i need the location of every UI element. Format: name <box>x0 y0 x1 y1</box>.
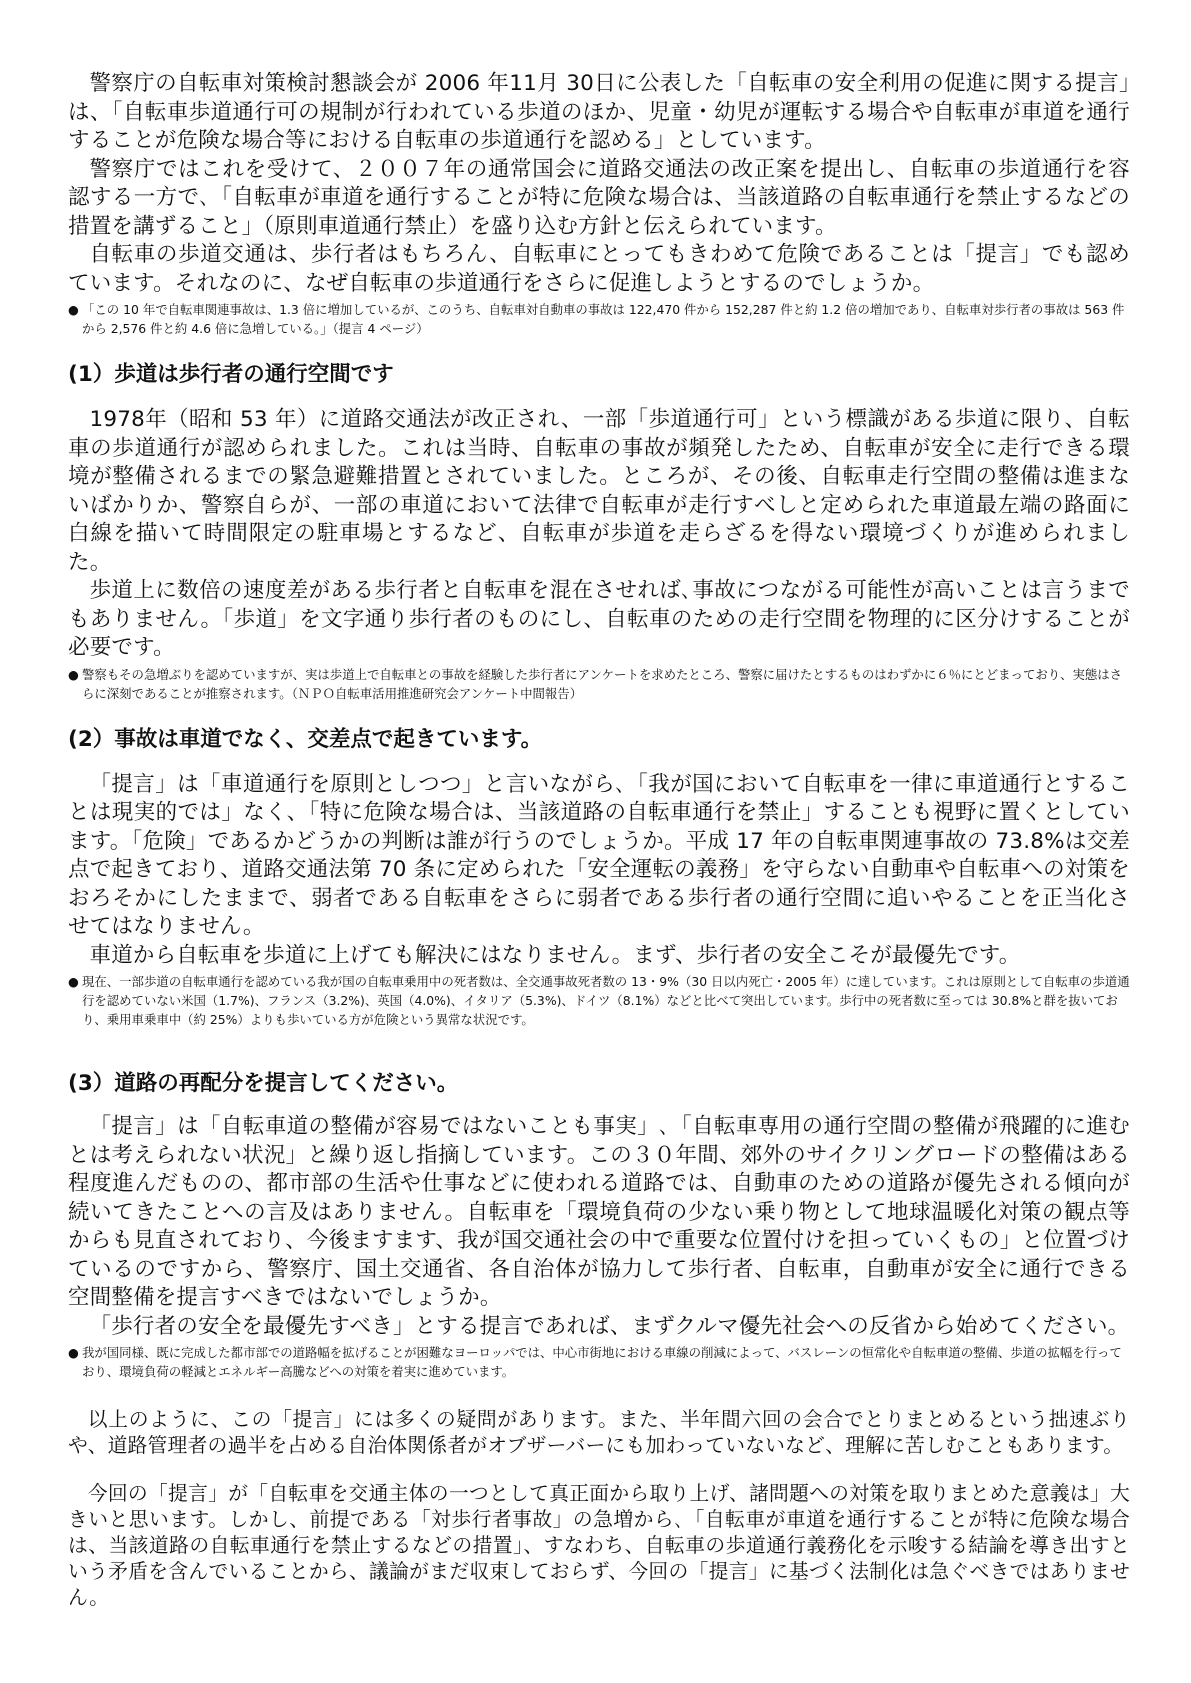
intro-paragraph-1: 警察庁の自転車対策検討懇談会が 2006 年11月 30日に公表した「自転車の安全利用の促進に関する提言」は、「自転車歩道通行可の規制が行われている歩道のほか、児童・幼児が運転する場合や自転車が車道を通行することが危険な場合等における自転車の歩道通行を認める」としています。 <box>68 71 1130 153</box>
section-2-paragraph-2: 車道から自転車を歩道に上げても解決にはなりません。まず、歩行者の安全こそが最優先です。 <box>89 942 1021 968</box>
intro-paragraph-3: 自転車の歩道交通は、歩行者はもちろん、自転車にとってもきわめて危険であることは「提言」でも認めています。それなのに、なぜ自転車の歩道通行をさらに促進しようとするのでしょうか。 <box>68 242 1130 296</box>
section-1-footnote <box>68 665 1130 703</box>
section-1-footnote-text: 警察もその急増ぶりを認めていますが、実は歩道上で自転車との事故を経験した歩行者にアンケートを求めたところ、警察に届けたとするものはわずかに６％にとどまっており、実態はさらに深刻であることが推察されます。（ＮＰＯ自転車活用推進研究会アンケート中間報告） <box>82 666 1123 701</box>
section-2-paragraph-1: 「提言」は「車道通行を原則としつつ」と言いながら､「我が国において自転車を一律に車道通行とすることは現実的では」なく、「特に危険な場合は、当該道路の自転車通行を禁止」することも視野に置くとしています。「危険」であるかどうかの判断は誰が行うのでしょうか。平成 17 年の自転車関連事故の 73.8%は交差点で起きており、道路交通法第 70 条に定められた「安全運転の義務」を守らない自動車や自転車への対策をおろそかにしたままで、弱者である自転車をさらに弱者である歩行者の通行空間に追いやることを正当化させてはなりません。 <box>68 771 1131 939</box>
conclusion-paragraph-2: 今回の「提言」が「自転車を交通主体の一つとして真正面から取り上げ、諸問題への対策を取りまとめた意義は」大きいと思います。しかし、前提である「対歩行者事故」の急増から､「自転車が車道を通行することが特に危険な場合は、当該道路の自転車通行を禁止するなどの措置」、すなわち、自転車の歩道通行義務化を示唆する結論を導き出すという矛盾を含んでいることから、議論がまだ収束しておらず、今回の「提言」に基づく法制化は急ぐべきではありません。 <box>68 1482 1130 1609</box>
intro-section <box>68 70 1130 338</box>
section-1 <box>68 360 1130 703</box>
section-1-heading: (1）歩道は歩行者の通行空間です <box>68 362 394 387</box>
section-3-paragraph-2: 「歩行者の安全を最優先すべき」とする提言であれば、まずクルマ優先社会への反省から始めてください。 <box>89 1313 1130 1339</box>
section-3-footnote <box>68 1343 1130 1381</box>
intro-footnote <box>68 300 1130 338</box>
section-3-paragraph-1: 「提言」は「自転車道の整備が容易ではないことも事実」､「自転車専用の通行空間の整備が飛躍的に進むとは考えられない状況」と繰り返し指摘しています。この３０年間、郊外のサイクリングロードの整備はある程度進んだものの、都市部の生活や仕事などに使われる道路では、自動車のための道路が優先される傾向が続いてきたことへの言及はありません。自転車を「環境負荷の少ない乗り物として地球温暖化対策の観点等からも見直されており、今後ますます、我が国交通社会の中で重要な位置付けを担っていくもの」と位置づけているのですから、警察庁、国土交通省、各自治体が協力して歩行者、自転車，自動車が安全に通行できる空間整備を提言すべきではないでしょうか。 <box>68 1114 1130 1310</box>
intro-paragraph-2: 警察庁ではこれを受けて、２００７年の通常国会に道路交通法の改正案を提出し、自転車の歩道通行を容認する一方で､「自転車が車道を通行することが特に危険な場合は、当該道路の自転車通行を禁止するなどの措置を講ずること」（原則車道通行禁止）を盛り込む方針と伝えられています。 <box>68 156 1130 239</box>
section-2-footnote <box>68 972 1130 1029</box>
bullet-icon: ● <box>68 666 79 682</box>
conclusion-section <box>68 1407 1130 1611</box>
conclusion-paragraph-1: 以上のように、この「提言」には多くの疑問があります。また、半年間六回の会合でとりまとめるという拙速ぶりや、道路管理者の過半を占める自治体関係者がオブザーバーにも加わっていないなど、理解に苦しむこともあります。 <box>68 1408 1130 1457</box>
section-3 <box>68 1069 1130 1381</box>
section-2-heading: (2）事故は車道でなく、交差点で起きています。 <box>68 726 543 752</box>
section-3-heading: (3）道路の再配分を提言してください。 <box>68 1071 459 1096</box>
bullet-icon: ● <box>68 1345 79 1360</box>
document-page <box>68 70 1130 1611</box>
bullet-icon: ● <box>68 974 79 989</box>
section-1-paragraph-2: 歩道上に数倍の速度差がある歩行者と自転車を混在させれば､事故につながる可能性が高いことは言うまでもありません。「歩道」を文字通り歩行者のものにし、自転車のための走行空間を物理的に区分けすることが必要です。 <box>68 578 1130 660</box>
bullet-icon: ● <box>68 302 79 317</box>
section-2 <box>68 725 1130 1030</box>
section-1-paragraph-1: 1978年（昭和 53 年）に道路交通法が改正され、一部「歩道通行可」という標識がある歩道に限り、自転車の歩道通行が認められました。これは当時、自転車の事故が頻発したため、自転車が安全に走行できる環境が整備されるまでの緊急避難措置とされていました。ところが、その後、自転車走行空間の整備は進まないばかりか、警察自らが、一部の車道において法律で自転車が走行すべしと定められた車道最左端の路面に白線を描いて時間限定の駐車場とするなど、自転車が歩道を走らざるを得ない環境づくりが進められました。 <box>68 407 1130 575</box>
section-3-footnote-text: 我が国同様、既に完成した都市部での道路幅を拡げることが困難なヨーロッパでは、中心市街地における車線の削減によって、バスレーンの恒常化や自転車道の整備、歩道の拡幅を行っており、環境負荷の軽減とエネルギー高騰などへの対策を着実に進めています。 <box>82 1345 1122 1379</box>
intro-footnote-text: 「この 10 年で自転車関連事故は、1.3 倍に増加しているが、このうち、自転車対自動車の事故は 122,470 件から 152,287 件と約 1.2 倍の増加であり、自転車対歩行者の事故は 563 件から 2,576 件と約 4.6 倍に急増している。」（提言 4 ページ） <box>82 302 1125 336</box>
section-2-footnote-text: 現在、一部歩道の自転車通行を認めている我が国の自転車乗用中の死者数は、全交通事故死者数の 13・9%（30 日以内死亡・2005 年）に達しています。これは原則として自転車の歩道通行を認めていない米国（1.7%)、フランス（3.2%)、英国（4.0%)、イタリア（5.3%)、ドイツ（8.1%）などと比べて突出しています。歩行中の死者数に至っては 30.8%と群を抜いており、乗用車乗車中（約 25%）よりも歩いている方が危険という異常な状況です。 <box>82 974 1130 1027</box>
